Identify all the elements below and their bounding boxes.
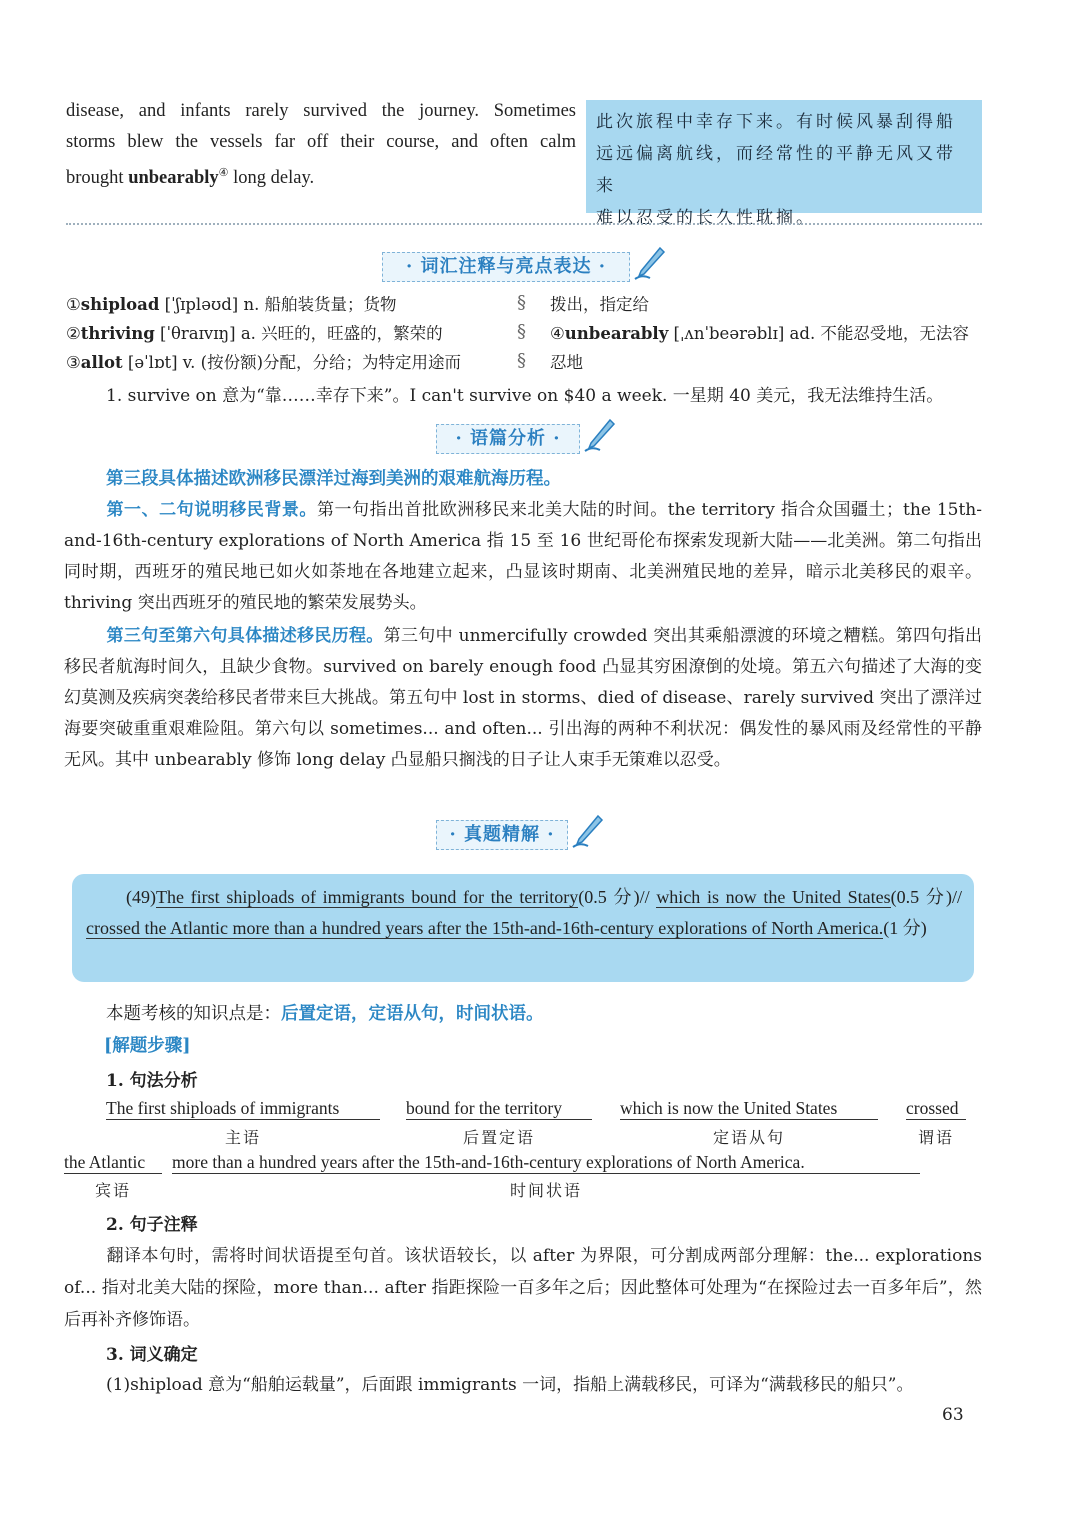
answer-text: (49)The first shiploads of immigrants bound for the territory(0.5 分)// which is now the United States(0.5 分)// crossed the Atlantic more than a hundred years after the 15th-and-16th-century explorations of North America.(1 分): [86, 887, 962, 938]
page-number: 63: [942, 1405, 964, 1425]
answer-segment: The first shiploads of immigrants bound for the territory: [156, 887, 579, 907]
analysis-headline: 第三段具体描述欧洲移民漂洋过海到美洲的艰难航海历程。: [106, 469, 561, 489]
passage-line: storms blew the vessels far off their course, and often calm: [66, 132, 576, 152]
passage-english: [66, 96, 576, 194]
score-label: (1 分): [883, 918, 927, 938]
analysis-paragraph-1: [64, 495, 982, 619]
syntax-role: 时间状语: [509, 1181, 582, 1200]
paragraph-lead: 第一、二句说明移民背景。: [106, 500, 317, 520]
vocab-right-column: [550, 290, 982, 377]
pen-icon: [632, 246, 666, 282]
section-heading-analysis: · 语篇分析 ·: [436, 424, 580, 454]
step-title: 2. 句子注释: [106, 1215, 198, 1235]
pen-icon: [570, 814, 604, 850]
step2-paragraph: 翻译本句时，需将时间状语提至句首。该状语较长，以 after 为界限，可分割成两部分理解：the... explorations of... 指对北美大陆的探险，more than... after 指距探险一百多年之后；因此整体可处理为“在探险过去一百多年后”，然后再补齐修饰语。: [64, 1246, 982, 1330]
syntax-segment: the Atlantic: [64, 1152, 162, 1174]
syntax-role: 后置定语: [462, 1128, 535, 1147]
vocab-item: ③allot [əˈlɒt] v. (按份额)分配，分给；为特定用途而: [66, 353, 462, 372]
vocab-left-column: [66, 290, 516, 377]
syntax-segment: which is now the United States: [620, 1098, 878, 1120]
dotted-divider: [66, 223, 982, 225]
paragraph-text: 第三句中 unmercifully crowded 突出其乘船漂渡的环境之糟糕。第四句指出移民者航海时间久，且缺少食物。survived on barely enough food 凸显其穷困潦倒的处境。第五六句描述了大海的变幻莫测及疾病突袭给移民者带来巨大挑战。第五句中 lost in storms、died of disease、rarely survived 突出了漂洋过海要突破重重艰难险阻。第六句以 sometimes... and often... 引出海的两种不利状况：偶发性的暴风雨及经常性的平静无风。其中 unbearably 修饰 long delay 凸显船只搁浅的日子让人束手无策难以忍受。: [64, 626, 983, 770]
syntax-segment: bound for the territory: [406, 1098, 592, 1120]
vocab-item: ①shipload [ˈʃɪpləʊd] n. 船舶装货量；货物: [66, 295, 397, 314]
syntax-segment: more than a hundred years after the 15th-and-16th-century explorations of North America.: [172, 1152, 920, 1174]
vocab-continuation: 拨出，指定给: [550, 295, 649, 314]
answer-segment: crossed the Atlantic more than a hundred years after the 15th-and-16th-century explorations of North America.: [86, 918, 884, 938]
translation-line: 此次旅程中幸存下来。有时候风暴刮得船: [596, 112, 956, 132]
answer-segment: which is now the United States: [656, 887, 891, 907]
analysis-paragraph-2: [64, 621, 982, 776]
knowledge-line: 本题考核的知识点是：后置定语，定语从句，时间状语。: [106, 1004, 544, 1024]
paragraph-text: 第一句指出首批欧洲移民来北美大陆的时间。the territory 指合众国疆土；the 15th-and-16th-century explorations of North America 指 15 至 16 世纪哥伦布探索发现新大陆——北美洲。第二句指出同时期，西班牙的殖民地已如火如荼地在各地建立起来，凸显该时期南、北美洲殖民地的差异，暗示北美移民的艰辛。thriving 突出西班牙的殖民地的繁荣发展势头。: [64, 500, 983, 613]
paragraph-lead: 第三句至第六句具体描述移民历程。: [106, 626, 384, 646]
passage-line: brought unbearably④ long delay.: [66, 167, 315, 189]
vocab-item: ④unbearably [ˌʌnˈbeərəblɪ] ad. 不能忍受地，无法容: [550, 324, 969, 343]
vocab-continuation: 忍地: [550, 353, 583, 372]
step3-paragraph: (1)shipload 意为“船舶运载量”，后面跟 immigrants 一词，指船上满载移民，可译为“满载移民的船只”。: [106, 1375, 914, 1395]
steps-label: [解题步骤]: [104, 1036, 191, 1056]
score-label: (0.5 分)//: [890, 887, 962, 907]
translation-line: 难以忍受的长久性耽搁。: [596, 208, 816, 228]
syntax-segment: crossed: [906, 1098, 966, 1120]
section-heading-vocab: · 词汇注释与亮点表达 ·: [382, 252, 630, 282]
vocab-item: ②thriving [ˈθraɪvɪŋ] a. 兴旺的，旺盛的，繁荣的: [66, 324, 443, 343]
syntax-role: 宾语: [94, 1181, 131, 1200]
vocab-note: 1. survive on 意为“靠……幸存下来”。I can't survive on $40 a week. 一星期 40 美元，我无法维持生活。: [106, 386, 944, 406]
translation-line: 远远偏离航线，而经常性的平静无风又带来: [596, 144, 956, 196]
score-label: (0.5 分)//: [578, 887, 650, 907]
footnote-mark: ④: [218, 167, 229, 179]
section-heading-exam: · 真题精解 ·: [436, 820, 568, 850]
pen-icon: [582, 418, 616, 454]
syntax-role: 谓语: [917, 1128, 954, 1147]
passage-translation: [586, 100, 982, 228]
knowledge-points: 后置定语，定语从句，时间状语。: [281, 1004, 544, 1024]
step-title: 3. 词义确定: [106, 1345, 198, 1365]
syntax-segment: The first shiploads of immigrants: [106, 1098, 380, 1120]
step-title: 1. 句法分析: [106, 1071, 198, 1091]
column-divider: § § §: [517, 292, 526, 371]
passage-line: disease, and infants rarely survived the journey. Sometimes: [66, 101, 576, 121]
bold-word: unbearably: [128, 168, 219, 189]
syntax-role: 定语从句: [712, 1128, 785, 1147]
syntax-role: 主语: [224, 1128, 261, 1147]
